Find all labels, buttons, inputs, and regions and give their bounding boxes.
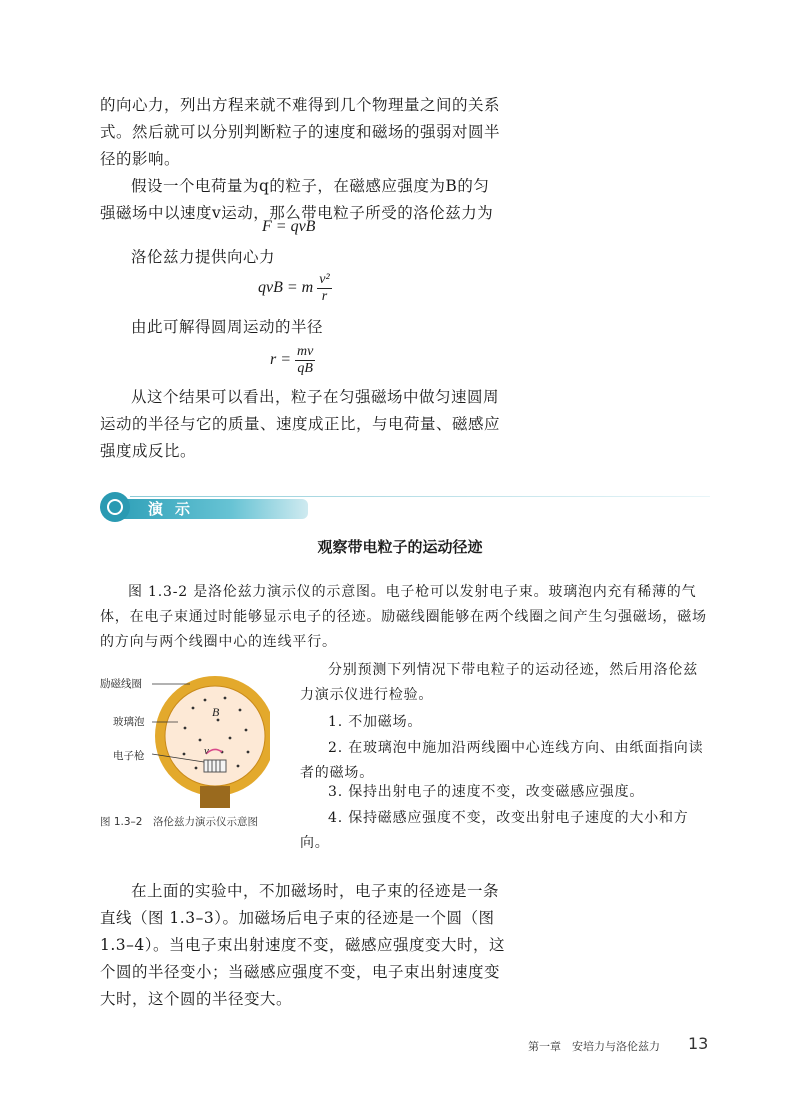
demo-banner <box>116 499 308 519</box>
fraction-denominator: r <box>321 289 328 304</box>
paragraph-conclusion: 在上面的实验中，不加磁场时，电子束的径迹是一条直线（图 1.3–3）。加磁场后电子束的径迹是一个圆（图 1.3–4）。当电子束出射速度不变，磁感应强度变大时，这个圆的半径变小；当磁感应强度不变，电子束出射速度变大时，这个圆的半径变大。 <box>100 882 506 1008</box>
equation-radius-fraction <box>295 344 315 377</box>
label-coil: 励磁线圈 <box>100 678 142 690</box>
demo-header <box>100 492 710 524</box>
equation-lorentz-force: F = qvB <box>262 218 316 235</box>
paragraph-assumption: 假设一个电荷量为q的粒子，在磁感应强度为B的匀强磁场中以速度v运动，那么带电粒子所受的洛伦兹力为 <box>100 177 494 222</box>
equation-centripetal <box>258 272 332 305</box>
demo-label: 演示 <box>148 500 203 518</box>
fraction-numerator: v² <box>319 272 330 287</box>
fraction-numerator: mv <box>297 344 314 359</box>
fraction-denominator: qB <box>297 361 313 376</box>
equation-radius <box>270 344 315 377</box>
symbol-v: v <box>204 745 209 757</box>
demo-task: 分别预测下列情况下带电粒子的运动径迹，然后用洛伦兹力演示仪进行检验。 <box>300 662 698 703</box>
label-bulb: 玻璃泡 <box>113 716 145 728</box>
demo-item: 2. 在玻璃泡中施加沿两线圈中心连线方向、由纸面指向读者的磁场。 <box>300 740 704 781</box>
electron-gun <box>204 760 226 772</box>
base <box>200 786 230 808</box>
equation-centripetal-fraction <box>317 272 331 305</box>
demo-item: 3. 保持出射电子的速度不变，改变磁感应强度。 <box>328 784 645 800</box>
paragraph-intro: 的向心力，列出方程来就不难得到几个物理量之间的关系式。然后就可以分别判断粒子的速度和磁场的强弱对圆半径的影响。 <box>100 96 501 168</box>
divider <box>130 496 710 497</box>
page-number: 13 <box>688 1034 709 1053</box>
demo-item: 4. 保持磁感应强度不变，改变出射电子速度的大小和方向。 <box>300 810 689 851</box>
ring-icon <box>107 499 123 515</box>
section-title: 观察带电粒子的运动径迹 <box>317 538 483 556</box>
figure-caption: 图 1.3–2 洛伦兹力演示仪示意图 <box>100 816 258 828</box>
paragraph-centripetal: 洛伦兹力提供向心力 <box>131 248 276 266</box>
demo-item: 1. 不加磁场。 <box>328 714 423 730</box>
demo-icon <box>100 492 130 522</box>
equation-centripetal-left: qvB = m <box>258 279 314 297</box>
symbol-b: B <box>212 705 220 719</box>
chapter-title: 第一章 安培力与洛伦兹力 <box>528 1040 660 1053</box>
paragraph-radius-intro: 由此可解得圆周运动的半径 <box>131 318 324 336</box>
paragraph-result: 从这个结果可以看出，粒子在匀强磁场中做匀速圆周运动的半径与它的质量、速度成正比，与电荷量、磁感应强度成反比。 <box>100 388 501 460</box>
equation-radius-left: r = <box>270 351 292 369</box>
demo-intro: 图 1.3-2 是洛伦兹力演示仪的示意图。电子枪可以发射电子束。玻璃泡内充有稀薄的气体，在电子束通过时能够显示电子的径迹。励磁线圈能够在两个线圈之间产生匀强磁场，磁场的方向与两个线圈中心的连线平行。 <box>100 584 707 650</box>
label-gun: 电子枪 <box>113 750 145 762</box>
